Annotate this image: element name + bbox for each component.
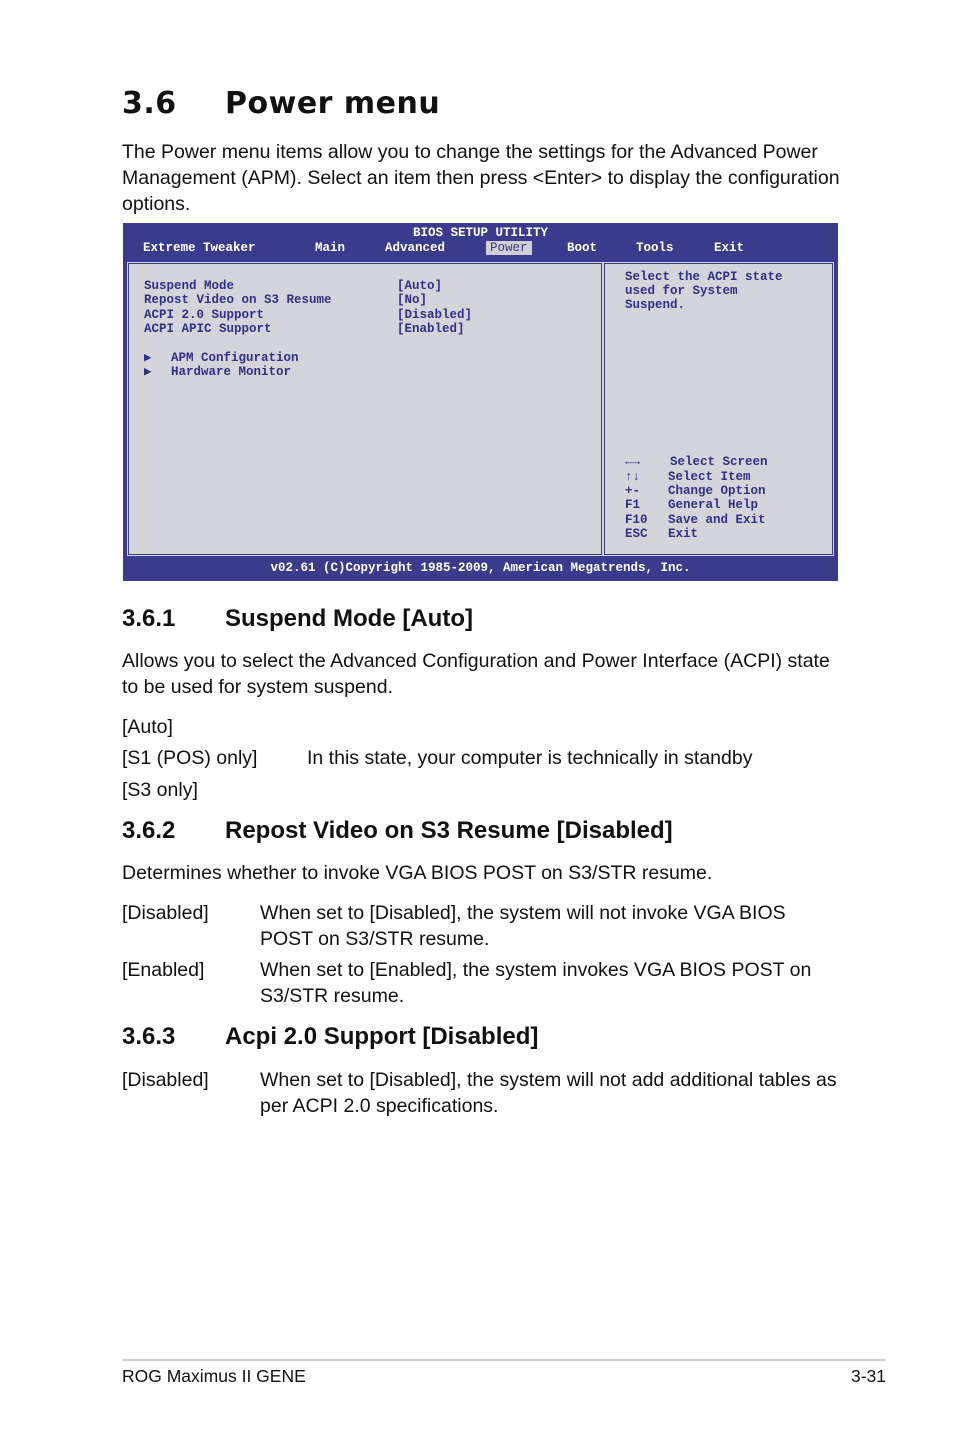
- submenu-arrow-icon: ▶: [144, 351, 152, 365]
- submenu-apm-configuration[interactable]: APM Configuration: [171, 351, 299, 365]
- bios-menu-main[interactable]: Main: [315, 241, 346, 255]
- bios-help-pane: [604, 263, 833, 555]
- key-up-down-icon: ↑↓: [625, 470, 641, 484]
- heading-number: 3.6: [122, 86, 177, 121]
- option-term: [Disabled]: [122, 1069, 209, 1091]
- key-action: Save and Exit: [668, 513, 766, 527]
- section-body: Allows you to select the Advanced Configuration and Power Interface (ACPI) state to be used for system suspend.: [122, 650, 830, 698]
- bios-settings-pane: [128, 263, 602, 555]
- section-number: 3.6.1: [122, 605, 176, 632]
- section-number: 3.6.3: [122, 1023, 176, 1050]
- bios-menu-boot[interactable]: Boot: [567, 241, 598, 255]
- option-term: [Enabled]: [122, 959, 205, 981]
- setting-repost-video-value[interactable]: [No]: [397, 293, 428, 307]
- key-action: Exit: [668, 527, 699, 541]
- option-term: [S1 (POS) only]: [122, 747, 258, 769]
- bios-menu-tools[interactable]: Tools: [636, 241, 674, 255]
- submenu-hardware-monitor[interactable]: Hardware Monitor: [171, 365, 292, 379]
- submenu-arrow-icon: ▶: [144, 365, 152, 379]
- section-title: Suspend Mode [Auto]: [225, 605, 473, 632]
- key-action: Select Item: [668, 470, 751, 484]
- option-desc: When set to [Disabled], the system will not invoke VGA BIOS POST on S3/STR resume.: [260, 902, 786, 950]
- section-title: Acpi 2.0 Support [Disabled]: [225, 1023, 539, 1050]
- setting-suspend-mode-value[interactable]: [Auto]: [397, 279, 443, 293]
- key-left-right-icon: ←→: [625, 455, 641, 469]
- footer-product: ROG Maximus II GENE: [122, 1366, 306, 1386]
- bios-menu-advanced[interactable]: Advanced: [385, 241, 446, 255]
- option-desc: In this state, your computer is technically in standby: [307, 747, 753, 769]
- intro-paragraph: The Power menu items allow you to change the settings for the Advanced Power Management (APM). Select an item then press <Enter> to display the configuration options.: [122, 141, 840, 215]
- setting-suspend-mode-label[interactable]: Suspend Mode: [144, 279, 235, 293]
- help-text-line: used for System: [625, 284, 738, 298]
- bios-title: BIOS SETUP UTILITY: [412, 226, 549, 240]
- key-label: ESC: [625, 527, 648, 541]
- key-action: Select Screen: [670, 455, 768, 469]
- option-desc: When set to [Enabled], the system invokes VGA BIOS POST on S3/STR resume.: [260, 959, 812, 1007]
- page-heading: [122, 86, 440, 121]
- bios-menu-power[interactable]: Power: [486, 241, 532, 255]
- bios-menu-extreme-tweaker[interactable]: Extreme Tweaker: [143, 241, 256, 255]
- setting-acpi-20-label[interactable]: ACPI 2.0 Support: [144, 308, 265, 322]
- help-text-line: Select the ACPI state: [625, 270, 783, 284]
- setting-acpi-apic-value[interactable]: [Enabled]: [397, 322, 465, 336]
- setting-repost-video-label[interactable]: Repost Video on S3 Resume: [144, 293, 332, 307]
- key-action: Change Option: [668, 484, 766, 498]
- section-title: Repost Video on S3 Resume [Disabled]: [225, 817, 673, 844]
- option-desc: When set to [Disabled], the system will not add additional tables as per ACPI 2.0 specifications.: [260, 1069, 837, 1117]
- bios-menu-exit[interactable]: Exit: [714, 241, 745, 255]
- key-label: F1: [625, 498, 641, 512]
- bios-screen: [123, 223, 838, 581]
- section-body: Determines whether to invoke VGA BIOS POST on S3/STR resume.: [122, 862, 713, 884]
- section-number: 3.6.2: [122, 817, 176, 844]
- option-term: [Auto]: [122, 716, 173, 738]
- key-action: General Help: [668, 498, 759, 512]
- bios-panel: [126, 261, 835, 557]
- footer-page-number: 3-31: [850, 1366, 886, 1386]
- key-label: F10: [625, 513, 648, 527]
- section-heading-3-6-1: [122, 605, 473, 633]
- setting-acpi-apic-label[interactable]: ACPI APIC Support: [144, 322, 272, 336]
- help-text-line: Suspend.: [625, 298, 686, 312]
- section-heading-3-6-3: [122, 1023, 538, 1051]
- key-label: +-: [625, 484, 641, 498]
- bios-footer: v02.61 (C)Copyright 1985-2009, American Megatrends, Inc.: [270, 561, 691, 575]
- section-heading-3-6-2: [122, 817, 673, 845]
- option-term: [S3 only]: [122, 779, 198, 801]
- setting-acpi-20-value[interactable]: [Disabled]: [397, 308, 473, 322]
- option-term: [Disabled]: [122, 902, 209, 924]
- heading-title: Power menu: [225, 86, 441, 121]
- footer-divider: [122, 1359, 886, 1361]
